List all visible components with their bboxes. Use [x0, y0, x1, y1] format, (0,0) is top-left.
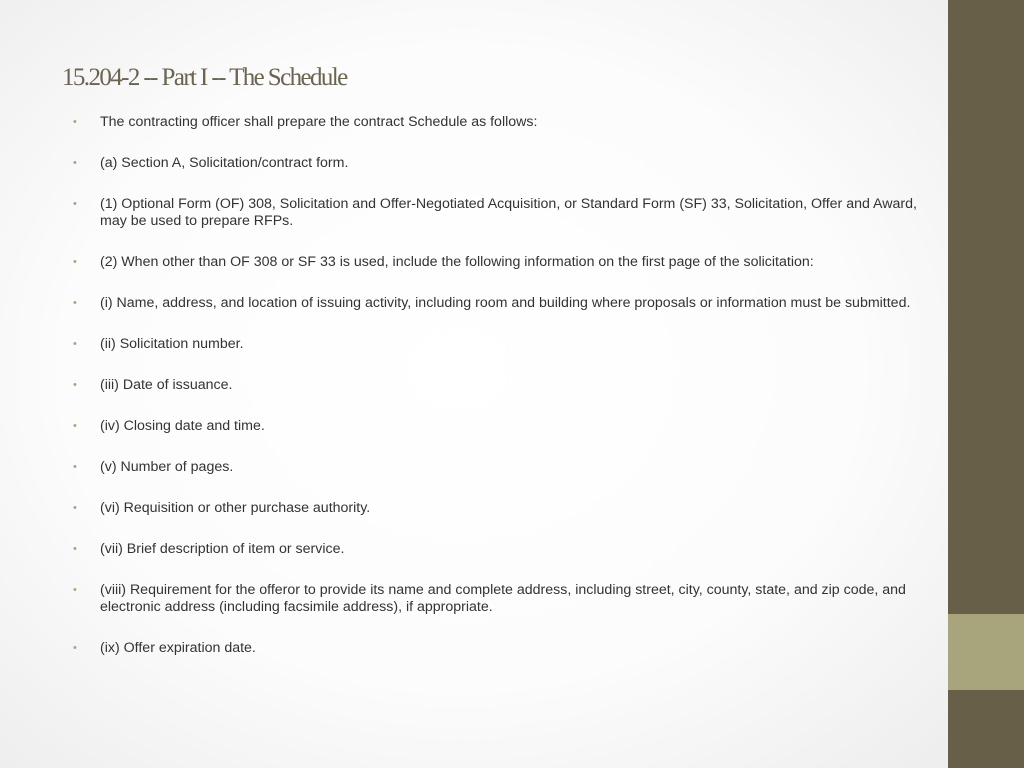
bullet-marker-icon: •	[73, 502, 77, 514]
bullet-item	[73, 500, 945, 517]
bullet-item	[73, 582, 945, 616]
bullet-marker-icon: •	[73, 461, 77, 473]
bullet-marker-icon: •	[73, 379, 77, 391]
bullet-marker-icon: •	[73, 338, 77, 350]
bullet-item	[73, 541, 945, 558]
bullet-text: (viii) Requirement for the offeror to provide its name and complete address, including street, city, county, state, and zip code, and electronic address (including facsimile address), if appropriate.	[100, 582, 906, 615]
bullet-text: (iii) Date of issuance.	[100, 377, 233, 393]
bullet-marker-icon: •	[73, 642, 77, 654]
sidebar-accent-block	[948, 614, 1024, 690]
bullet-text: (iv) Closing date and time.	[100, 418, 265, 434]
bullet-marker-icon: •	[73, 543, 77, 555]
bullet-marker-icon: •	[73, 584, 77, 596]
bullet-list	[73, 114, 945, 681]
bullet-marker-icon: •	[73, 157, 77, 169]
bullet-text: (1) Optional Form (OF) 308, Solicitation and Offer-Negotiated Acquisition, or Standard Form (SF) 33, Solicitation, Offer and Award, may be used to prepare RFPs.	[100, 196, 917, 229]
bullet-text: (ii) Solicitation number.	[100, 336, 244, 352]
bullet-text: (vii) Brief description of item or service.	[100, 541, 345, 557]
slide-title: 15.204-2 -- Part I -- The Schedule	[62, 64, 347, 91]
decorative-sidebar	[948, 0, 1024, 768]
bullet-text: (ix) Offer expiration date.	[100, 640, 256, 656]
bullet-marker-icon: •	[73, 256, 77, 268]
bullet-item	[73, 196, 945, 230]
bullet-marker-icon: •	[73, 420, 77, 432]
bullet-item	[73, 377, 945, 394]
bullet-item	[73, 295, 945, 312]
bullet-marker-icon: •	[73, 116, 77, 128]
bullet-text: (v) Number of pages.	[100, 459, 234, 475]
bullet-item	[73, 336, 945, 353]
bullet-text: (i) Name, address, and location of issuing activity, including room and building where proposals or information must be submitted.	[100, 295, 911, 311]
bullet-text: (a) Section A, Solicitation/contract form.	[100, 155, 349, 171]
bullet-text: (2) When other than OF 308 or SF 33 is used, include the following information on the first page of the solicitation:	[100, 254, 814, 270]
bullet-item	[73, 254, 945, 271]
bullet-text: The contracting officer shall prepare the contract Schedule as follows:	[100, 114, 538, 130]
bullet-item	[73, 459, 945, 476]
bullet-item	[73, 114, 945, 131]
bullet-marker-icon: •	[73, 198, 77, 210]
bullet-text: (vi) Requisition or other purchase authority.	[100, 500, 371, 516]
bullet-marker-icon: •	[73, 297, 77, 309]
bullet-item	[73, 418, 945, 435]
bullet-item	[73, 640, 945, 657]
bullet-item	[73, 155, 945, 172]
